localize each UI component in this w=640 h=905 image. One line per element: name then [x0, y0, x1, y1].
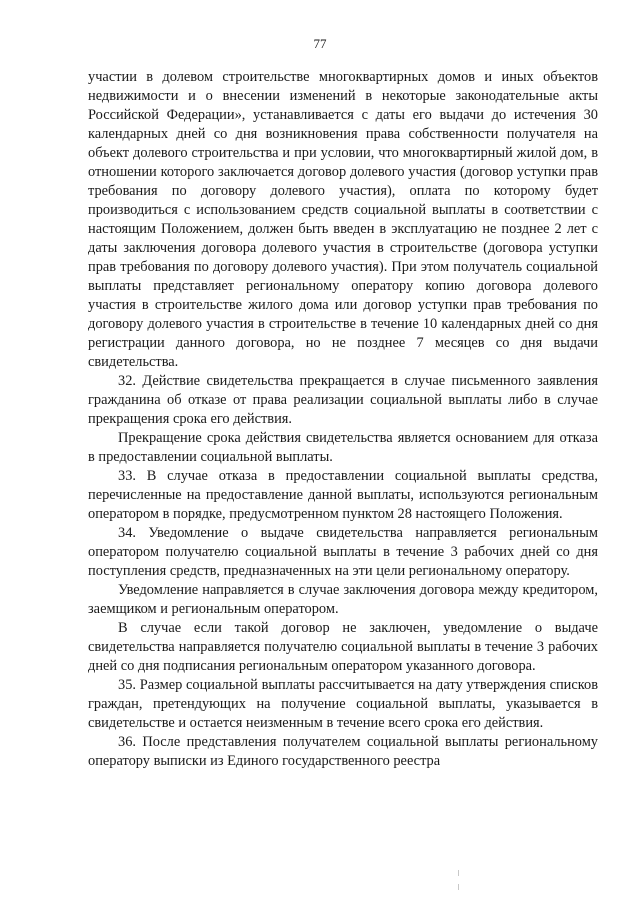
- scan-speck: [458, 870, 459, 876]
- page-number: 77: [313, 36, 327, 51]
- paragraph-continuation: участии в долевом строительстве многоквартирных домов и иных объектов недвижимости и о внесении изменений в некоторые законодательные акты Российской Федерации», устанавливается с даты его выдачи до истечения 30 календарных дней со дня возникновения права собственности получателя на объект долевого строительства и при условии, что многоквартирный жилой дом, в отношении которого заключается договор долевого участия (договор уступки прав требования по договору долевого участия), оплата по которому будет производиться с использованием средств социальной выплаты в соответствии с настоящим Положением, должен быть введен в эксплуатацию не позднее 2 лет с даты заключения договора долевого участия в строительстве (договора уступки прав требования по договору долевого участия). При этом получатель социальной выплаты представляет региональному оператору копию договора долевого участия в строительстве жилого дома или договор уступки прав требования по договору долевого участия в строительстве в течение 10 календарных дней со дня регистрации данного договора, но не позднее 7 месяцев со дня выдачи свидетельства.: [88, 69, 598, 370]
- paragraph-32: 32. Действие свидетельства прекращается в случае письменного заявления гражданина об отказе от права реализации социальной выплаты либо в случае прекращения срока его действия.: [88, 373, 598, 427]
- paragraph-34-no-contract: В случае если такой договор не заключен, уведомление о выдаче свидетельства направляется получателю социальной выплаты в течение 3 рабочих дней со дня подписания региональным оператором указанного договора.: [88, 620, 598, 674]
- document-body: [88, 68, 598, 771]
- scan-speck: [458, 884, 459, 890]
- paragraph-35: 35. Размер социальной выплаты рассчитывается на дату утверждения списков граждан, претендующих на получение социальной выплаты, указывается в свидетельстве и остается неизменным в течение всего срока его действия.: [88, 677, 598, 731]
- paragraph-32-termination: Прекращение срока действия свидетельства является основанием для отказа в предоставлении социальной выплаты.: [88, 430, 598, 465]
- paragraph-36: 36. После представления получателем социальной выплаты региональному оператору выписки из Единого государственного реестра: [88, 734, 598, 769]
- paragraph-34-notice: Уведомление направляется в случае заключения договора между кредитором, заемщиком и региональным оператором.: [88, 582, 598, 617]
- paragraph-33: 33. В случае отказа в предоставлении социальной выплаты средства, перечисленные на предоставление данной выплаты, используются региональным оператором в порядке, предусмотренном пунктом 28 настоящего Положения.: [88, 468, 598, 522]
- paragraph-34: 34. Уведомление о выдаче свидетельства направляется региональным оператором получателю социальной выплаты в течение 3 рабочих дней со дня поступления средств, предназначенных на эти цели региональному оператору.: [88, 525, 598, 579]
